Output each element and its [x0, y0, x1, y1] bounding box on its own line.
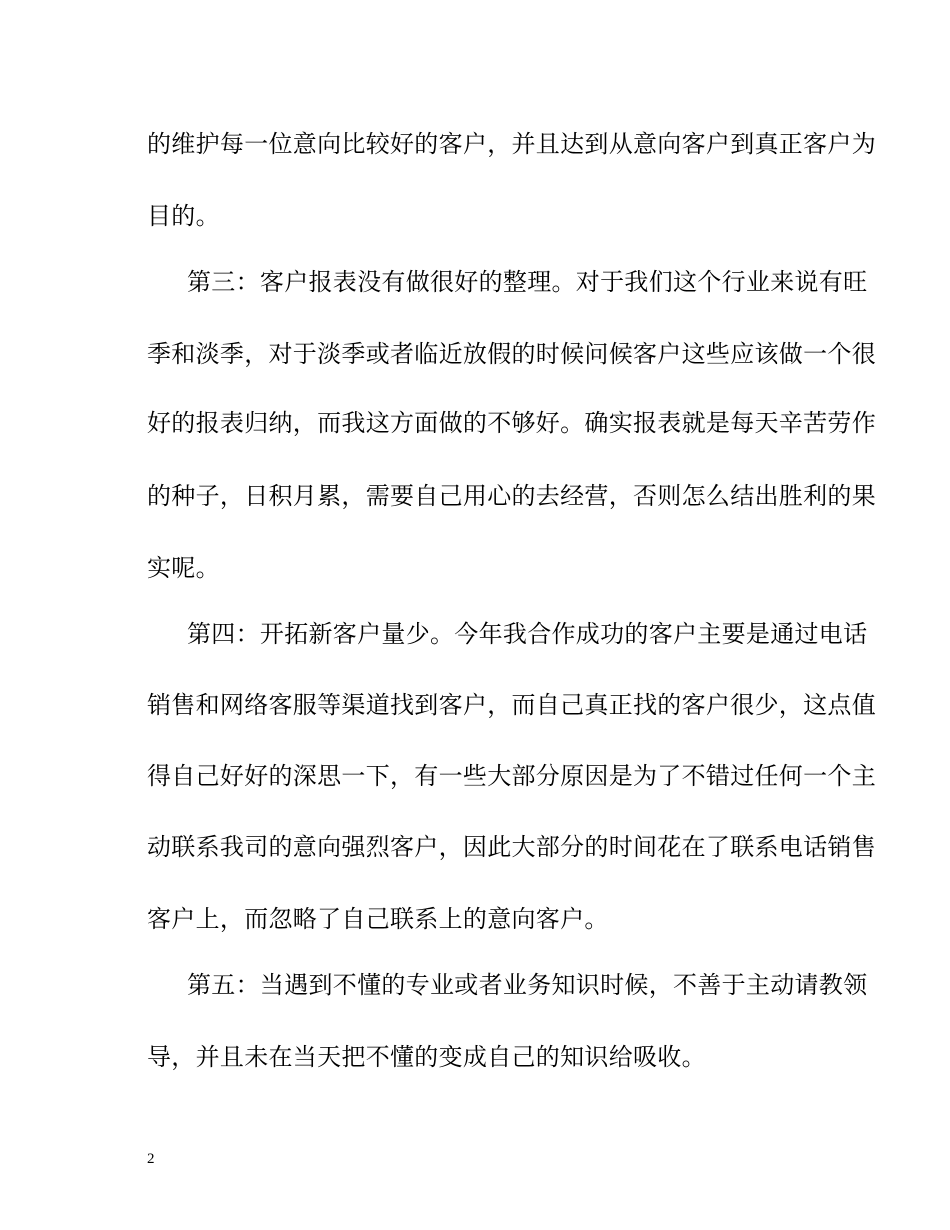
- text-line: 实呢。: [147, 554, 220, 582]
- text-line: 的种子，日积月累，需要自己用心的去经营，否则怎么结出胜利的果: [147, 482, 876, 510]
- page-number: 2: [147, 1151, 155, 1167]
- text-line: 第三：客户报表没有做很好的整理。对于我们这个行业来说有旺: [187, 268, 868, 296]
- text-line: 动联系我司的意向强烈客户，因此大部分的时间花在了联系电话销售: [147, 833, 876, 861]
- text-line: 得自己好好的深思一下，有一些大部分原因是为了不错过任何一个主: [147, 762, 876, 790]
- text-line: 的维护每一位意向比较好的客户，并且达到从意向客户到真正客户为: [147, 130, 876, 158]
- text-line: 导，并且未在当天把不懂的变成自己的知识给吸收。: [147, 1043, 706, 1071]
- text-line: 第四：开拓新客户量少。今年我合作成功的客户主要是通过电话: [187, 620, 868, 648]
- text-line: 好的报表归纳，而我这方面做的不够好。确实报表就是每天辛苦劳作: [147, 409, 876, 437]
- text-line: 客户上，而忽略了自己联系上的意向客户。: [147, 905, 609, 933]
- text-line: 目的。: [147, 202, 220, 230]
- text-line: 季和淡季，对于淡季或者临近放假的时候问候客户这些应该做一个很: [147, 340, 876, 368]
- text-line: 第五：当遇到不懂的专业或者业务知识时候，不善于主动请教领: [187, 971, 868, 999]
- text-line: 销售和网络客服等渠道找到客户，而自己真正找的客户很少，这点值: [147, 691, 876, 719]
